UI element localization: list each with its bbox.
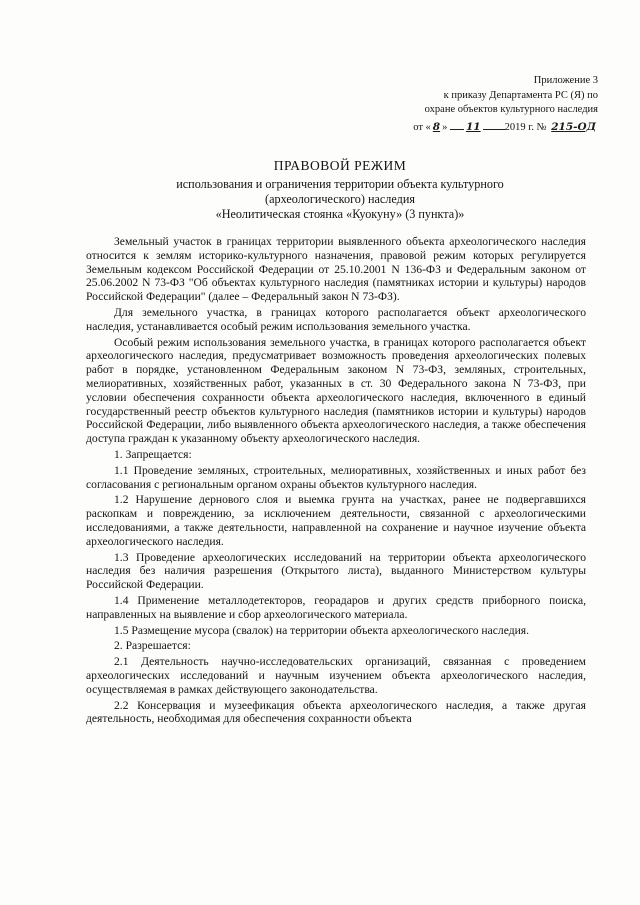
item-1-2: 1.2 Нарушение дернового слоя и выемка грунта на участках, ранее не подвергавшихся раскопкам и повреждению, за исключением деятельности, связанной с археологическими исследованиями, а также деятельности, направленной на сохранение и научное изучение объекта археологического наследия. [86, 493, 586, 548]
document-body [86, 235, 586, 728]
title-line-1: использования и ограничения территории объекта культурного [176, 177, 504, 191]
item-2-2: 2.2 Консервация и музеефикация объекта археологического наследия, а также другая деятельность, необходимая для обеспечения сохранности объекта [86, 698, 586, 726]
paragraph-intro: Земельный участок в границах территории выявленного объекта археологического наследия относится к землям историко-культурного назначения, правовой режим которых регулируется Земельным кодексом Российской Федерации от 25.10.2001 N 136-ФЗ и Федеральным законом от 25.06.2002 N 73-ФЗ "Об объектах культурного наследия (памятниках истории и культуры) народов Российской Федерации" (далее – Федеральный закон N 73-ФЗ). [86, 235, 586, 304]
appendix-order-ref: к приказу Департамента РС (Я) по [443, 89, 598, 101]
date-gap [483, 118, 505, 130]
appendix-label: Приложение 3 [533, 75, 598, 86]
title-main: ПРАВОВОЙ РЕЖИМ [273, 158, 407, 173]
order-number: 215-ОД [551, 120, 596, 133]
section-prohibited: 1. Запрещается: [114, 447, 192, 461]
appendix-date-line [348, 118, 598, 136]
item-1-3: 1.3 Проведение археологических исследований на территории объекта археологического наследия без наличия разрешения (Открытого листа), выданного Министерством культуры Российской Федерации. [86, 550, 586, 592]
paragraph-special-regime: Особый режим использования земельного участка, в границах которого располагается объект археологического наследия, предусматривает возможность проведения археологических полевых работ в порядке, установленном Федеральным законом N 73-ФЗ, земляных, строительных, мелиоративных, хозяйственных работ, указанных в ст. 30 Федерального закона N 73-ФЗ, при условии обеспечения сохранности объекта археологического наследия, включенного в единый государственный реестр объектов культурного наследия (памятников истории и культуры) народов Российской Федерации, либо выявленного объекта археологического наследия, а также обеспечения доступа граждан к указанному объекту археологического наследия. [86, 335, 586, 446]
document-title [60, 157, 620, 222]
appendix-department: охране объектов культурного наследия [424, 104, 598, 115]
title-line-3: «Неолитическая стоянка «Куокуну» (3 пункта)» [215, 207, 465, 221]
section-allowed: 2. Разрешается: [114, 639, 191, 653]
date-gap [450, 118, 464, 130]
item-1-1: 1.1 Проведение земляных, строительных, мелиоративных, хозяйственных и иных работ без согласования с региональным органом охраны объектов культурного наследия. [86, 463, 586, 491]
date-mid: » [442, 121, 448, 133]
title-line-2: (археологического) наследия [265, 192, 415, 206]
appendix-header [348, 74, 598, 135]
item-1-5: 1.5 Размещение мусора (свалок) на территории объекта археологического наследия. [114, 623, 530, 637]
date-year: 2019 г. № [504, 121, 547, 133]
date-day: 8 [432, 120, 441, 133]
item-2-1: 2.1 Деятельность научно-исследовательских организаций, связанная с проведением археологических исследований и научным изучением объекта археологического наследия, осуществляемая в рамках действующего законодательства. [86, 655, 586, 696]
date-month: 11 [465, 120, 481, 133]
paragraph-regime: Для земельного участка, в границах которого располагается объект археологического наследия, устанавливается особый режим использования земельного участка. [86, 305, 586, 333]
item-1-4: 1.4 Применение металлодетекторов, георадаров и других средств приборного поиска, направленных на выявление и сбор археологического материала. [86, 593, 586, 621]
date-prefix: от « [413, 121, 431, 133]
